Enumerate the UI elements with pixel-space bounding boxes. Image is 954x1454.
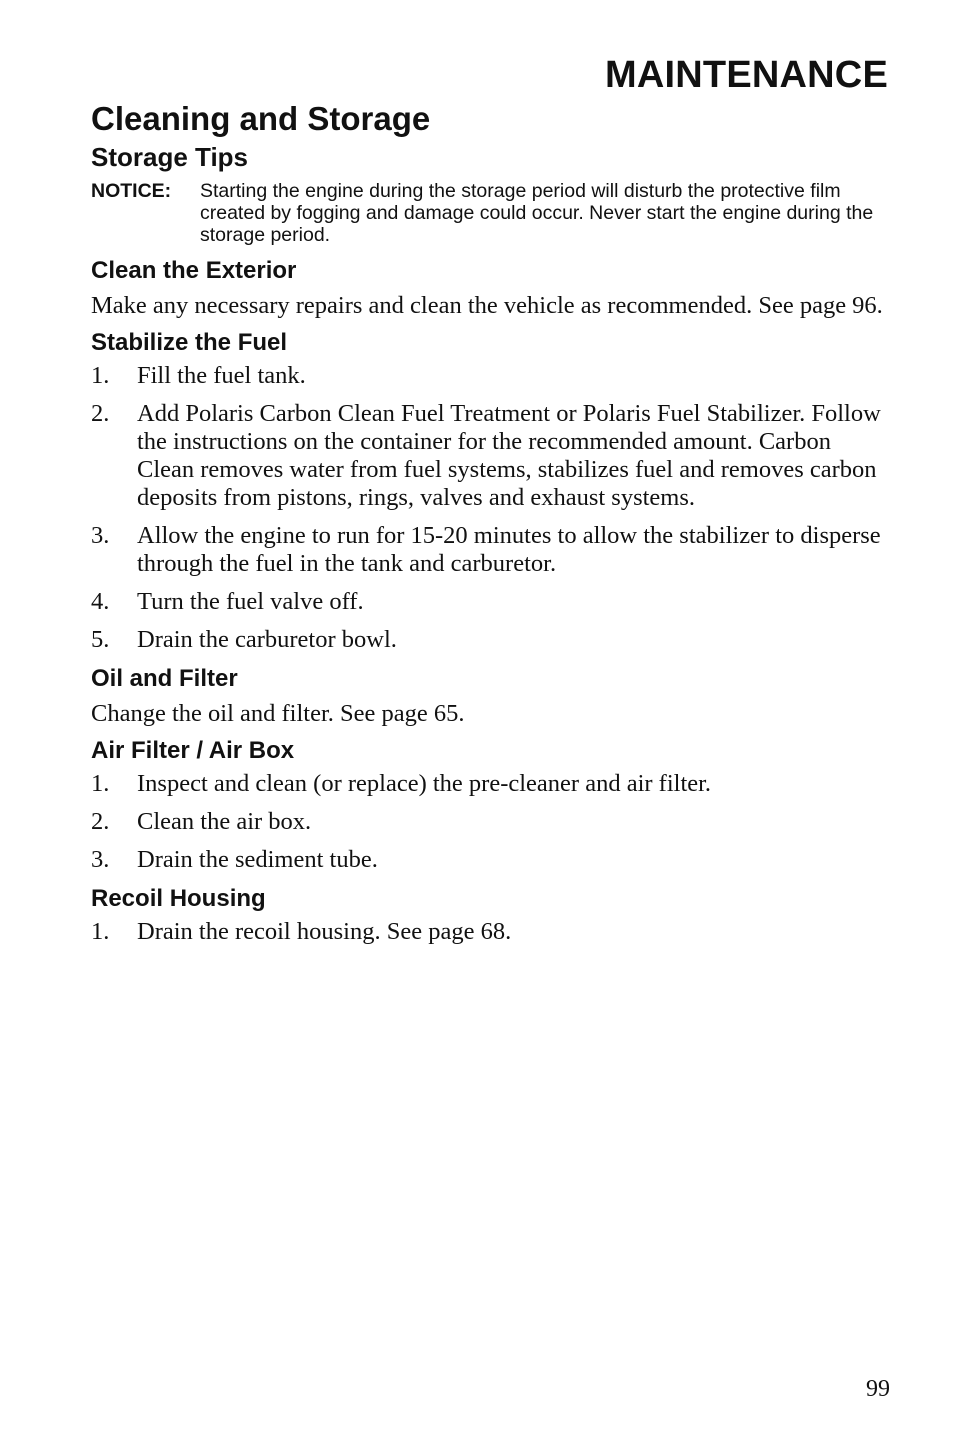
stabilize-fuel-steps: [91, 362, 891, 654]
oil-filter-text: Change the oil and filter. See page 65.: [91, 700, 465, 727]
section-subtitle: Storage Tips: [91, 142, 249, 172]
list-item: 1. Inspect and clean (or replace) the pre-cleaner and air filter.: [91, 770, 712, 797]
heading-oil-filter: Oil and Filter: [91, 665, 238, 692]
list-item: 3. Drain the sediment tube.: [91, 846, 378, 873]
list-item: 2. Add Polaris Carbon Clean Fuel Treatment or Polaris Fuel Stabilizer. Follow the instructions on the container for the recommended amount. Carbon Clean removes water from fuel systems, stabilizes fuel and removes carbon deposits from pistons, rings, valves and exhaust systems.: [91, 400, 881, 511]
clean-exterior-text: Make any necessary repairs and clean the vehicle as recommended. See page 96.: [91, 292, 883, 319]
notice-label: NOTICE:: [91, 180, 172, 202]
heading-clean-exterior: Clean the Exterior: [91, 257, 297, 284]
list-item: 2. Clean the air box.: [91, 808, 312, 835]
notice-text: Starting the engine during the storage period will disturb the protective film created by fogging and damage could occur. Never start the engine during the storage period.: [200, 180, 874, 246]
page-number: 99: [866, 1376, 890, 1402]
section-title: Cleaning and Storage: [91, 100, 431, 137]
notice-block: [91, 180, 891, 246]
heading-stabilize-fuel: Stabilize the Fuel: [91, 329, 288, 356]
list-item: 4. Turn the fuel valve off.: [91, 588, 364, 615]
list-item: 1. Fill the fuel tank.: [91, 362, 306, 389]
list-item: 5. Drain the carburetor bowl.: [91, 626, 397, 653]
heading-recoil-housing: Recoil Housing: [91, 885, 266, 912]
list-item: 1. Drain the recoil housing. See page 68.: [91, 918, 512, 945]
list-item: 3. Allow the engine to run for 15-20 minutes to allow the stabilizer to disperse through the fuel in the tank and carburetor.: [91, 522, 881, 577]
air-filter-steps: [91, 770, 891, 874]
chapter-title: MAINTENANCE: [605, 54, 888, 96]
heading-air-filter: Air Filter / Air Box: [91, 737, 295, 764]
page-content: [91, 98, 891, 956]
recoil-housing-steps: [91, 918, 891, 946]
